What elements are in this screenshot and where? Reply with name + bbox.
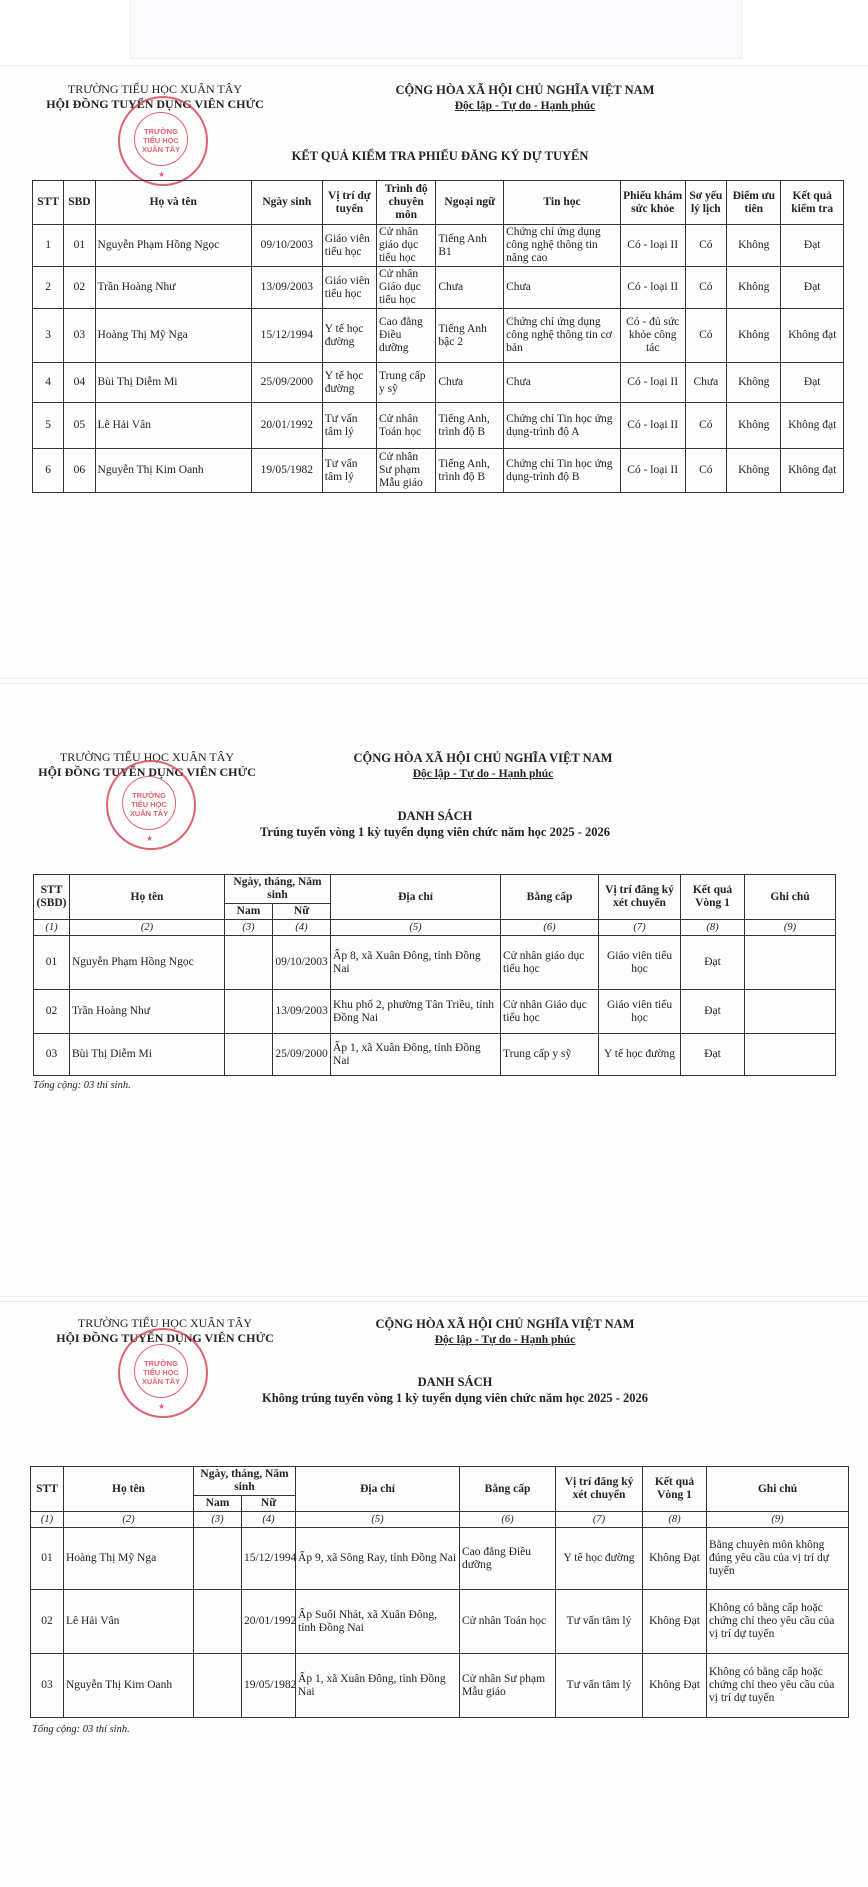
cell: Có - đủ sức khỏe công tác [620, 309, 685, 363]
col-number: (5) [331, 920, 501, 936]
table-header [33, 181, 844, 225]
col-header: Ngày, tháng, Năm sinh [225, 875, 331, 904]
stamp-text-1: TRƯỜNG [132, 791, 166, 800]
col-number: (2) [70, 920, 225, 936]
col-header: Nữ [273, 904, 331, 920]
cell: Cử nhân giáo dục tiểu học [501, 936, 599, 990]
cell: 02 [31, 1590, 64, 1654]
cell: Tiếng Anh, trình độ B [436, 403, 504, 449]
school-name: TRƯỜNG TIỂU HỌC XUÂN TÂY [77, 1316, 253, 1330]
cell: 05 [64, 403, 95, 449]
council-name: HỘI ĐỒNG TUYỂN DỤNG VIÊN CHỨC [38, 765, 256, 779]
cell: Có [685, 309, 727, 363]
cell: Có [685, 403, 727, 449]
stamp-star-icon: ★ [158, 1402, 166, 1411]
table-row [31, 1654, 849, 1718]
cell [745, 936, 836, 990]
cell: Cử nhân Sư phạm Mẫu giáo [460, 1654, 556, 1718]
col-header: Ghi chú [745, 875, 836, 920]
cell: Không Đạt [643, 1654, 707, 1718]
table-row [31, 1590, 849, 1654]
page-1 [0, 66, 868, 678]
cell: Cử nhân Giáo dục tiểu học [501, 990, 599, 1034]
cell: Bùi Thị Diễm Mi [95, 363, 251, 403]
cell: 13/09/2003 [251, 267, 322, 309]
cell: 15/12/1994 [251, 309, 322, 363]
cell: Cao đẳng Điều dưỡng [376, 309, 435, 363]
cell: Có - loại II [620, 449, 685, 493]
total-count: Tổng cộng: 03 thí sinh. [32, 1724, 130, 1735]
cell: Giáo viên tiểu học [322, 225, 376, 267]
col-header: Vị trí dự tuyển [322, 181, 376, 225]
cell: Tư vấn tâm lý [556, 1654, 643, 1718]
passed-table [33, 874, 836, 1076]
table-row [33, 225, 844, 267]
cell: Ấp Suối Nhát, xã Xuân Đông, tỉnh Đồng Nai [296, 1590, 460, 1654]
page-3 [0, 1302, 868, 1887]
cell: Cử nhân Toán học [376, 403, 435, 449]
cell: Chứng chỉ Tin học ứng dụng-trình độ A [504, 403, 621, 449]
stamp-text-3: XUÂN TÂY [129, 809, 169, 818]
col-header: SBD [64, 181, 95, 225]
council-name: HỘI ĐỒNG TUYỂN DỤNG VIÊN CHỨC [56, 1331, 274, 1345]
cell: Bùi Thị Diễm Mi [70, 1034, 225, 1076]
cell: Không [727, 363, 781, 403]
header-right [318, 750, 648, 782]
cell: Tư vấn tâm lý [322, 449, 376, 493]
page-title: KẾT QUẢ KIỂM TRA PHIẾU ĐĂNG KÝ DỰ TUYỂN [291, 149, 589, 163]
cell [194, 1528, 242, 1590]
cell: Chứng chỉ Tin học ứng dụng-trình độ B [504, 449, 621, 493]
cell: Chứng chỉ ứng dụng công nghệ thông tin nâng cao [504, 225, 621, 267]
col-number: (5) [296, 1512, 460, 1528]
col-number: (6) [460, 1512, 556, 1528]
cell: Không đạt [781, 309, 844, 363]
cell: Trung cấp y sỹ [501, 1034, 599, 1076]
cell: Ấp 9, xã Sông Ray, tỉnh Đồng Nai [296, 1528, 460, 1590]
col-header: Trình độ chuyên môn [376, 181, 435, 225]
cell: 01 [64, 225, 95, 267]
cell: Tiếng Anh, trình độ B [436, 449, 504, 493]
failed-table [30, 1466, 849, 1718]
cell: Hoàng Thị Mỹ Nga [64, 1528, 194, 1590]
country-name: CỘNG HÒA XÃ HỘI CHỦ NGHĨA VIỆT NAM [395, 83, 655, 97]
cell: Không có bằng cấp hoặc chứng chỉ theo yêu cầu của vị trí dự tuyển [707, 1590, 849, 1654]
col-header: Kết quả Vòng 1 [643, 1467, 707, 1512]
col-number: (8) [681, 920, 745, 936]
cell: Cao đẳng Điều dưỡng [460, 1528, 556, 1590]
cell: Đạt [781, 363, 844, 403]
cell: Đạt [781, 225, 844, 267]
total-count: Tổng cộng: 03 thí sinh. [33, 1080, 131, 1091]
cell: Nguyễn Phạm Hồng Ngọc [70, 936, 225, 990]
header-right [360, 82, 690, 114]
cell: Chứng chỉ ứng dụng công nghệ thông tin cơ bản [504, 309, 621, 363]
stamp-text-1: TRƯỜNG [144, 127, 178, 136]
cell: Nguyễn Thị Kim Oanh [95, 449, 251, 493]
cell: Đạt [781, 267, 844, 309]
col-header: Nam [194, 1496, 242, 1512]
col-header: Ghi chú [707, 1467, 849, 1512]
council-name: HỘI ĐỒNG TUYỂN DỤNG VIÊN CHỨC [46, 97, 264, 111]
cell: 3 [33, 309, 64, 363]
stamp-text-1: TRƯỜNG [144, 1359, 178, 1368]
cell: Tiếng Anh bậc 2 [436, 309, 504, 363]
table-row [33, 267, 844, 309]
col-header: Phiếu khám sức khỏe [620, 181, 685, 225]
cell: Không có bằng cấp hoặc chứng chỉ theo yêu cầu của vị trí dự tuyển [707, 1654, 849, 1718]
motto: Độc lập - Tự do - Hạnh phúc [434, 1334, 576, 1346]
col-header: Địa chỉ [331, 875, 501, 920]
cell: Giáo viên tiểu học [322, 267, 376, 309]
col-header: Địa chỉ [296, 1467, 460, 1512]
cell: Lê Hải Vân [95, 403, 251, 449]
col-number-row [34, 920, 836, 936]
col-header: Nữ [242, 1496, 296, 1512]
col-number: (9) [745, 920, 836, 936]
cell: Không Đạt [643, 1590, 707, 1654]
cell: Chưa [685, 363, 727, 403]
table-row [34, 990, 836, 1034]
cell: Không [727, 225, 781, 267]
page-title [180, 1374, 730, 1406]
cell: Tư vấn tâm lý [322, 403, 376, 449]
school-stamp [118, 96, 208, 186]
cell: Ấp 1, xã Xuân Đông, tỉnh Đồng Nai [331, 1034, 501, 1076]
cell: Không đạt [781, 403, 844, 449]
page-2 [0, 684, 868, 1296]
cell: Không [727, 309, 781, 363]
cell: Đạt [681, 990, 745, 1034]
cell: Nguyễn Phạm Hồng Ngọc [95, 225, 251, 267]
col-header: STT (SBD) [34, 875, 70, 920]
col-number: (9) [707, 1512, 849, 1528]
cell: Cử nhân Sư phạm Mẫu giáo [376, 449, 435, 493]
page-title [160, 808, 710, 840]
col-header: Nam [225, 904, 273, 920]
cell: Có - loại II [620, 363, 685, 403]
cell: 01 [34, 936, 70, 990]
cell: 20/01/1992 [251, 403, 322, 449]
cell: Lê Hải Vân [64, 1590, 194, 1654]
col-header: Sơ yếu lý lịch [685, 181, 727, 225]
cell: Giáo viên tiểu học [599, 990, 681, 1034]
stamp-star-icon: ★ [158, 170, 166, 179]
cell: Ấp 1, xã Xuân Đông, tỉnh Đồng Nai [296, 1654, 460, 1718]
cell: Đạt [681, 936, 745, 990]
col-number-row [31, 1512, 849, 1528]
col-header: Điểm ưu tiên [727, 181, 781, 225]
table-row [33, 449, 844, 493]
cell: Trung cấp y sỹ [376, 363, 435, 403]
cell: 4 [33, 363, 64, 403]
cell: Bằng chuyên môn không đúng yêu cầu của vị trí dự tuyển [707, 1528, 849, 1590]
col-number: (6) [501, 920, 599, 936]
cell: 06 [64, 449, 95, 493]
cell [225, 1034, 273, 1076]
result-table [32, 180, 844, 493]
col-header: Ngày sinh [251, 181, 322, 225]
cell [194, 1654, 242, 1718]
cell: Nguyễn Thị Kim Oanh [64, 1654, 194, 1718]
stamp-text-3: XUÂN TÂY [141, 1377, 181, 1386]
cell [745, 1034, 836, 1076]
col-header: STT [33, 181, 64, 225]
cell: 13/09/2003 [273, 990, 331, 1034]
cell: 01 [31, 1528, 64, 1590]
cell [745, 990, 836, 1034]
col-header: Vị trí đăng ký xét chuyển [599, 875, 681, 920]
cell: 09/10/2003 [251, 225, 322, 267]
col-header: Ngoại ngữ [436, 181, 504, 225]
cell: Có [685, 267, 727, 309]
col-header: Kết quả kiểm tra [781, 181, 844, 225]
cell: Đạt [681, 1034, 745, 1076]
cell [225, 936, 273, 990]
cell: 6 [33, 449, 64, 493]
col-header: Kết quả Vòng 1 [681, 875, 745, 920]
country-name: CỘNG HÒA XÃ HỘI CHỦ NGHĨA VIỆT NAM [353, 751, 613, 765]
table-row [34, 936, 836, 990]
col-number: (8) [643, 1512, 707, 1528]
cell: 1 [33, 225, 64, 267]
cell: 03 [34, 1034, 70, 1076]
cell: Không [727, 403, 781, 449]
previous-page-strip [130, 0, 742, 59]
cell: Chưa [504, 363, 621, 403]
col-number: (4) [242, 1512, 296, 1528]
cell: 19/05/1982 [242, 1654, 296, 1718]
cell: 25/09/2000 [251, 363, 322, 403]
school-name: TRƯỜNG TIỂU HỌC XUÂN TÂY [67, 82, 243, 96]
table-row [33, 309, 844, 363]
col-number: (2) [64, 1512, 194, 1528]
table-header [34, 875, 836, 904]
stamp-text-2: TIỂU HỌC [131, 800, 167, 809]
cell: Có [685, 225, 727, 267]
table-row [31, 1528, 849, 1590]
cell: Chưa [436, 363, 504, 403]
cell [194, 1590, 242, 1654]
cell: 19/05/1982 [251, 449, 322, 493]
col-header: Tin học [504, 181, 621, 225]
col-header: Họ tên [70, 875, 225, 920]
cell: Trần Hoàng Như [95, 267, 251, 309]
list-subtitle: Không trúng tuyển vòng 1 kỳ tuyển dụng viên chức năm học 2025 - 2026 [261, 1391, 649, 1405]
cell: Giáo viên tiểu học [599, 936, 681, 990]
stamp-text-2: TIỂU HỌC [143, 136, 179, 145]
table-row [33, 403, 844, 449]
table-header [31, 1467, 849, 1496]
cell: Y tế học đường [599, 1034, 681, 1076]
cell: 02 [34, 990, 70, 1034]
table-row [33, 363, 844, 403]
col-number: (7) [556, 1512, 643, 1528]
col-number: (3) [225, 920, 273, 936]
col-header: Bằng cấp [501, 875, 599, 920]
header-right [340, 1316, 670, 1348]
cell: 25/09/2000 [273, 1034, 331, 1076]
cell: Y tế học đường [322, 363, 376, 403]
table-row [34, 1034, 836, 1076]
school-name: TRƯỜNG TIỂU HỌC XUÂN TÂY [59, 750, 235, 764]
cell [225, 990, 273, 1034]
cell: 5 [33, 403, 64, 449]
cell: Trần Hoàng Như [70, 990, 225, 1034]
country-name: CỘNG HÒA XÃ HỘI CHỦ NGHĨA VIỆT NAM [375, 1317, 635, 1331]
cell: Có [685, 449, 727, 493]
cell: Cử nhân Toán học [460, 1590, 556, 1654]
cell: Khu phố 2, phường Tân Triều, tỉnh Đồng Nai [331, 990, 501, 1034]
cell: Cử nhân Giáo dục tiểu học [376, 267, 435, 309]
cell: Tư vấn tâm lý [556, 1590, 643, 1654]
col-header: STT [31, 1467, 64, 1512]
col-header: Bằng cấp [460, 1467, 556, 1512]
cell: Có - loại II [620, 225, 685, 267]
cell: Không [727, 267, 781, 309]
stamp-star-icon: ★ [146, 834, 154, 843]
col-header: Ngày, tháng, Năm sinh [194, 1467, 296, 1496]
list-title: DANH SÁCH [417, 1375, 493, 1389]
stamp-text-3: XUÂN TÂY [141, 145, 181, 154]
stamp-text-2: TIỂU HỌC [143, 1368, 179, 1377]
list-title: DANH SÁCH [397, 809, 473, 823]
list-subtitle: Trúng tuyển vòng 1 kỳ tuyển dụng viên chức năm học 2025 - 2026 [259, 825, 611, 839]
cell: Không [727, 449, 781, 493]
col-number: (1) [34, 920, 70, 936]
motto: Độc lập - Tự do - Hạnh phúc [454, 100, 596, 112]
cell: Hoàng Thị Mỹ Nga [95, 309, 251, 363]
col-number: (3) [194, 1512, 242, 1528]
col-header: Họ tên [64, 1467, 194, 1512]
cell: Có - loại II [620, 267, 685, 309]
cell: Chưa [504, 267, 621, 309]
cell: 15/12/1994 [242, 1528, 296, 1590]
cell: Tiếng Anh B1 [436, 225, 504, 267]
cell: Y tế học đường [322, 309, 376, 363]
motto: Độc lập - Tự do - Hạnh phúc [412, 768, 554, 780]
cell: Không Đạt [643, 1528, 707, 1590]
col-header: Họ và tên [95, 181, 251, 225]
cell: 09/10/2003 [273, 936, 331, 990]
cell: Y tế học đường [556, 1528, 643, 1590]
col-header: Vị trí đăng ký xét chuyển [556, 1467, 643, 1512]
cell: Chưa [436, 267, 504, 309]
cell: 03 [64, 309, 95, 363]
col-number: (1) [31, 1512, 64, 1528]
cell: 20/01/1992 [242, 1590, 296, 1654]
cell: 2 [33, 267, 64, 309]
cell: 04 [64, 363, 95, 403]
col-number: (4) [273, 920, 331, 936]
cell: Cử nhân giáo dục tiểu học [376, 225, 435, 267]
col-number: (7) [599, 920, 681, 936]
cell: Ấp 8, xã Xuân Đông, tỉnh Đồng Nai [331, 936, 501, 990]
cell: 03 [31, 1654, 64, 1718]
cell: 02 [64, 267, 95, 309]
cell: Có - loại II [620, 403, 685, 449]
cell: Không đạt [781, 449, 844, 493]
